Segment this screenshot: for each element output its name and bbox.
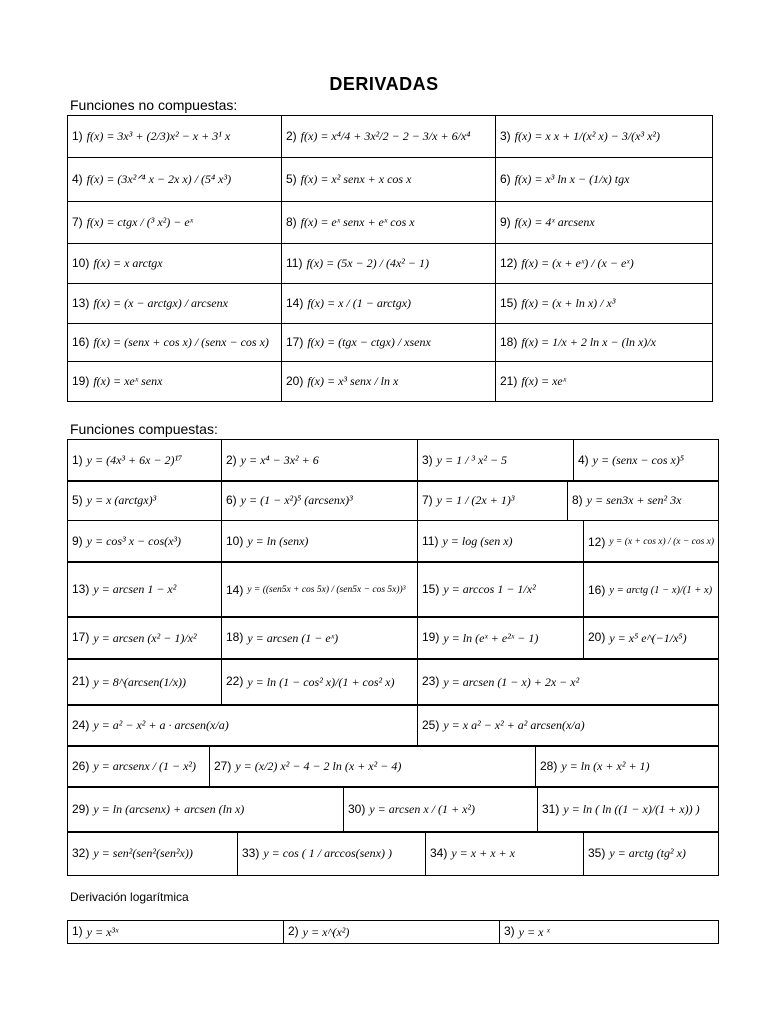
formula: y = arctg (tg² x) (609, 846, 686, 861)
formula: y = (1 − x²)⁵ (arcsenx)³ (240, 493, 353, 508)
formula: y = x (arctgx)³ (86, 493, 157, 508)
page-title: DERIVADAS (329, 74, 439, 94)
formula: y = ln (x + x² + 1) (561, 759, 650, 774)
formula: f(x) = x³ senx / ln x (307, 374, 399, 389)
formula: f(x) = x / (1 − arctgx) (307, 296, 412, 311)
table-cell: 27) y = (x/2) x² − 4 − 2 ln (x + x² − 4) (210, 746, 536, 788)
formula: y = arcsen (x² − 1)/x² (93, 630, 197, 645)
formula: y = ln ( ln ((1 − x)/(1 + x)) ) (563, 802, 700, 817)
table-no-compuestas (67, 115, 713, 402)
section-label-no-compuestas: Funciones no compuestas: (70, 97, 238, 113)
table-cell: 19) y = ln (eˣ + e²ˣ − 1) (418, 617, 584, 660)
formula: y = (senx − cos x)⁵ (592, 453, 685, 468)
table-logaritmica (67, 920, 719, 944)
table-cell: 12) f(x) = (x + eˣ) / (x − eˣ) (496, 244, 713, 284)
table-compuestas-row-10 (67, 831, 719, 876)
formula: y = ln (arcsenx) + arcsen (ln x) (93, 802, 245, 817)
table-compuestas-row-1 (67, 439, 719, 482)
table-compuestas-row-7 (67, 704, 719, 747)
formula: y = 1 / ³ x² − 5 (436, 453, 508, 468)
formula: y = arctg (1 − x)/(1 + x) (609, 584, 713, 596)
table-cell: 32) y = sen²(sen²(sen²x)) (68, 832, 238, 876)
formula: f(x) = x arctgx (93, 256, 163, 271)
table-cell: 1) f(x) = 3x³ + (2/3)x² − x + 3¹ x (68, 116, 282, 158)
table-cell: 9) y = cos³ x − cos(x³) (68, 521, 222, 563)
table-cell: 33) y = cos ( 1 / arccos(senx) ) (238, 832, 426, 876)
formula: y = sen²(sen²(sen²x)) (93, 846, 193, 861)
formula: f(x) = (5x − 2) / (4x² − 1) (306, 256, 429, 271)
formula: y = ((sen5x + cos 5x) / (sen5x − cos 5x))³ (247, 585, 406, 596)
formula: y = arccos 1 − 1/x² (443, 582, 536, 597)
table-cell: 13) y = arcsen 1 − x² (68, 562, 222, 618)
formula: y = x a² − x² + a² arcsen(x/a) (443, 718, 585, 733)
table-cell: 11) y = log (sen x) (418, 521, 584, 563)
table-cell: 21) y = 8^(arcsen(1/x)) (68, 659, 222, 706)
table-cell: 5) y = x (arctgx)³ (68, 481, 222, 521)
table-compuestas-row-4 (67, 561, 719, 618)
formula: y = x³ˣ (86, 924, 119, 939)
table-compuestas-row-9 (67, 786, 719, 833)
formula: y = ln (1 − cos² x)/(1 + cos² x) (247, 674, 395, 689)
table-cell: 29) y = ln (arcsenx) + arcsen (ln x) (68, 787, 344, 833)
formula: y = cos ( 1 / arccos(senx) ) (263, 846, 392, 861)
table-cell: 34) y = x + x + x (426, 832, 584, 876)
table-cell: 15) y = arccos 1 − 1/x² (418, 562, 584, 618)
formula: f(x) = ctgx / (³ x²) − eˣ (86, 215, 194, 230)
formula: f(x) = x³ ln x − (1/x) tgx (514, 172, 630, 187)
formula: y = arcsen (1 − eˣ) (247, 630, 339, 645)
table-cell: 21) f(x) = xeˣ (496, 362, 713, 402)
table-cell: 18) y = arcsen (1 − eˣ) (222, 617, 418, 660)
table-compuestas-row-5 (67, 616, 719, 660)
section-label-logaritmica: Derivación logarítmica (70, 890, 189, 904)
formula: f(x) = (x + eˣ) / (x − eˣ) (521, 256, 634, 271)
table-compuestas-row-2 (67, 480, 719, 521)
table-cell: 15) f(x) = (x + ln x) / x³ (496, 284, 713, 324)
table-cell: 3) f(x) = x x + 1/(x² x) − 3/(x³ x²) (496, 116, 713, 158)
table-cell: 35) y = arctg (tg² x) (584, 832, 719, 876)
table-compuestas-row-8 (67, 745, 719, 788)
formula: y = log (sen x) (442, 534, 513, 549)
table-cell: 28) y = ln (x + x² + 1) (536, 746, 719, 788)
table-cell: 4) y = (senx − cos x)⁵ (574, 440, 719, 482)
table-cell: 25) y = x a² − x² + a² arcsen(x/a) (418, 705, 719, 747)
formula: y = arcsen x / (1 + x²) (369, 802, 475, 817)
formula: f(x) = x⁴/4 + 3x²/2 − 2 − 3/x + 6/x⁴ (300, 129, 471, 144)
formula: f(x) = (3x²ᐟ⁴ x − 2x x) / (5⁴ x³) (86, 172, 232, 187)
table-cell: 20) f(x) = x³ senx / ln x (282, 362, 496, 402)
table-cell: 7) y = 1 / (2x + 1)³ (418, 481, 568, 521)
section-label-compuestas: Funciones compuestas: (70, 421, 218, 437)
formula: f(x) = (x + ln x) / x³ (521, 296, 616, 311)
formula: f(x) = xeˣ (521, 374, 567, 389)
formula: f(x) = 4ˣ arcsenx (514, 215, 595, 230)
formula: y = arcsen 1 − x² (93, 582, 177, 597)
table-cell: 16) y = arctg (1 − x)/(1 + x) (584, 562, 719, 618)
table-cell: 12) y = (x + cos x) / (x − cos x) (584, 521, 719, 563)
table-cell: 18) f(x) = 1/x + 2 ln x − (ln x)/x (496, 324, 713, 362)
table-cell: 17) y = arcsen (x² − 1)/x² (68, 617, 222, 660)
formula: y = sen3x + sen² 3x (586, 493, 682, 508)
table-cell: 7) f(x) = ctgx / (³ x²) − eˣ (68, 202, 282, 244)
table-cell: 24) y = a² − x² + a · arcsen(x/a) (68, 705, 418, 747)
table-cell: 23) y = arcsen (1 − x) + 2x − x² (418, 659, 719, 706)
formula: y = 1 / (2x + 1)³ (436, 493, 515, 508)
table-cell: 2) y = x⁴ − 3x² + 6 (222, 440, 418, 482)
formula: f(x) = (tgx − ctgx) / xsenx (307, 335, 431, 350)
formula: y = ln (senx) (247, 534, 309, 549)
table-cell: 19) f(x) = xeˣ senx (68, 362, 282, 402)
formula: y = cos³ x − cos(x³) (86, 534, 182, 549)
table-cell: 13) f(x) = (x − arctgx) / arcsenx (68, 284, 282, 324)
table-cell: 3) y = 1 / ³ x² − 5 (418, 440, 574, 482)
formula: y = x^(x²) (302, 924, 350, 939)
formula: y = x + x + x (451, 846, 515, 861)
formula: y = (x/2) x² − 4 − 2 ln (x + x² − 4) (235, 759, 402, 774)
formula: y = arcsen (1 − x) + 2x − x² (443, 674, 580, 689)
table-cell: 2) f(x) = x⁴/4 + 3x²/2 − 2 − 3/x + 6/x⁴ (282, 116, 496, 158)
table-cell: 6) y = (1 − x²)⁵ (arcsenx)³ (222, 481, 418, 521)
table-cell: 26) y = arcsenx / (1 − x²) (68, 746, 210, 788)
table-cell: 4) f(x) = (3x²ᐟ⁴ x − 2x x) / (5⁴ x³) (68, 158, 282, 202)
table-cell: 3) y = x ˣ (500, 921, 719, 944)
formula: f(x) = eˣ senx + eˣ cos x (300, 215, 415, 230)
table-cell: 9) f(x) = 4ˣ arcsenx (496, 202, 713, 244)
formula: f(x) = (x − arctgx) / arcsenx (93, 296, 228, 311)
table-cell: 20) y = x⁵ e^(−1/x⁵) (584, 617, 719, 660)
formula: y = a² − x² + a · arcsen(x/a) (93, 718, 229, 733)
table-cell: 8) f(x) = eˣ senx + eˣ cos x (282, 202, 496, 244)
formula: f(x) = x² senx + x cos x (300, 172, 412, 187)
table-cell: 1) y = x³ˣ (68, 921, 284, 944)
table-cell: 22) y = ln (1 − cos² x)/(1 + cos² x) (222, 659, 418, 706)
table-cell: 14) f(x) = x / (1 − arctgx) (282, 284, 496, 324)
table-cell: 10) f(x) = x arctgx (68, 244, 282, 284)
formula: f(x) = xeˣ senx (93, 374, 163, 389)
formula: y = (x + cos x) / (x − cos x) (609, 537, 715, 548)
formula: f(x) = (senx + cos x) / (senx − cos x) (93, 335, 269, 350)
formula: y = x ˣ (518, 924, 550, 939)
formula: y = (4x³ + 6x − 2)¹⁷ (86, 453, 183, 468)
table-cell: 1) y = (4x³ + 6x − 2)¹⁷ (68, 440, 222, 482)
table-compuestas-row-6 (67, 658, 719, 706)
formula: f(x) = 3x³ + (2/3)x² − x + 3¹ x (86, 129, 231, 144)
table-cell: 17) f(x) = (tgx − ctgx) / xsenx (282, 324, 496, 362)
table-cell: 2) y = x^(x²) (284, 921, 500, 944)
table-cell: 16) f(x) = (senx + cos x) / (senx − cos x) (68, 324, 282, 362)
table-cell: 11) f(x) = (5x − 2) / (4x² − 1) (282, 244, 496, 284)
table-cell: 14) y = ((sen5x + cos 5x) / (sen5x − cos 5x))³ (222, 562, 418, 618)
formula: y = 8^(arcsen(1/x)) (93, 674, 187, 689)
table-compuestas-row-3 (67, 520, 719, 563)
formula: y = arcsenx / (1 − x²) (93, 759, 196, 774)
table-cell: 31) y = ln ( ln ((1 − x)/(1 + x)) ) (538, 787, 719, 833)
formula: y = ln (eˣ + e²ˣ − 1) (443, 630, 539, 645)
formula: y = x⁴ − 3x² + 6 (240, 453, 319, 468)
table-cell: 5) f(x) = x² senx + x cos x (282, 158, 496, 202)
formula: y = x⁵ e^(−1/x⁵) (609, 630, 687, 645)
table-cell: 30) y = arcsen x / (1 + x²) (344, 787, 538, 833)
formula: f(x) = x x + 1/(x² x) − 3/(x³ x²) (514, 129, 661, 144)
table-cell: 10) y = ln (senx) (222, 521, 418, 563)
table-cell: 8) y = sen3x + sen² 3x (568, 481, 719, 521)
table-cell: 6) f(x) = x³ ln x − (1/x) tgx (496, 158, 713, 202)
formula: f(x) = 1/x + 2 ln x − (ln x)/x (521, 335, 656, 350)
